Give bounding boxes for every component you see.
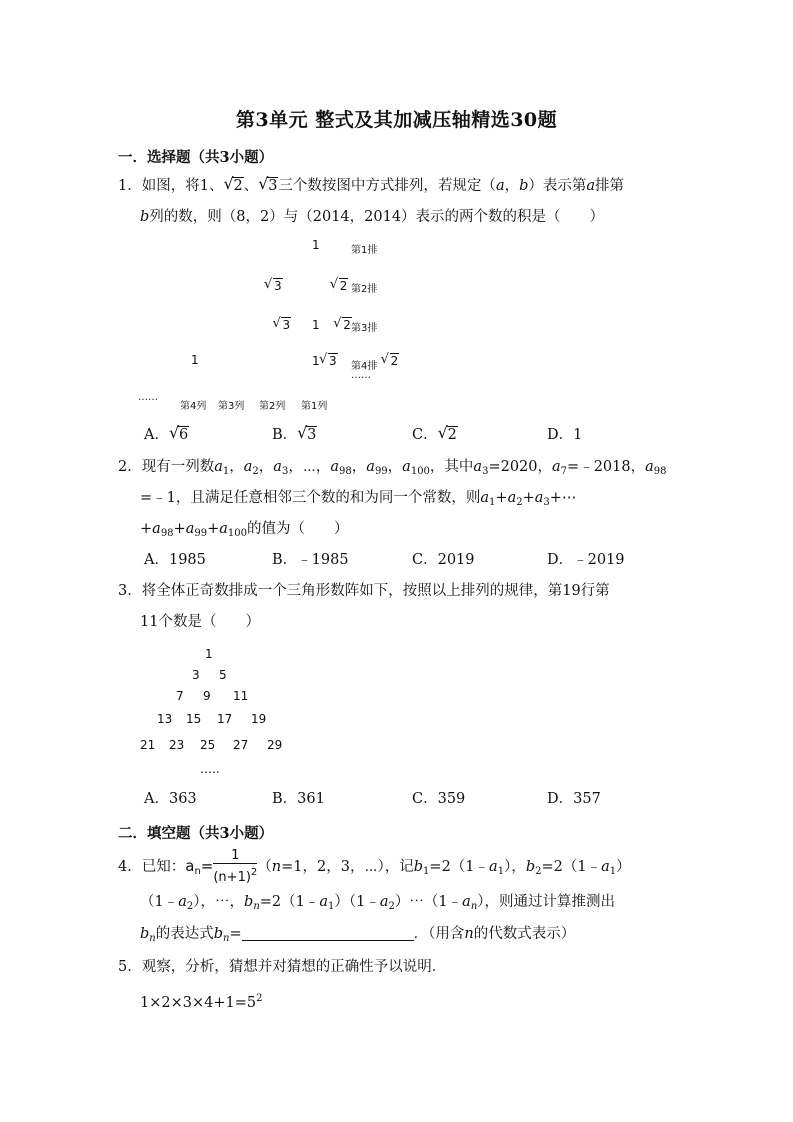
- fig-col-label: 第1列: [301, 401, 328, 412]
- fig-cell: √ 2: [329, 277, 348, 293]
- question-1-line-1: 1．如图，将1、 √ 2、 √ 3三个数按图中方式排列，若规定（a，b）表示第a排第: [118, 174, 625, 194]
- option-b[interactable]: B．﹣1985: [272, 552, 349, 568]
- question-5-equation: $1\times 2\times 3\times 4+1=5^2$: [140, 993, 263, 1011]
- section-heading-fill: 二．填空题（共3小题）: [118, 825, 274, 842]
- option-c[interactable]: C．2019: [412, 552, 475, 568]
- fig-col-label: 第4列: [180, 401, 207, 412]
- question-2-line-2: =﹣1，且满足任意相邻三个数的和为同一个常数，则$a_1+a_2+a_3+\cdots$: [140, 490, 577, 508]
- page-title: 第3单元 整式及其加减压轴精选30题: [235, 109, 558, 131]
- fig-cell: 1: [312, 318, 320, 332]
- question-4-line-2: $(1﹣a_2)$，⋯，$b_n=2(1﹣a_1)(1﹣a_2)\cdots(1﹣a_n)$，则通过计算推测出: [140, 894, 616, 912]
- question-3-line-2: 11个数是（ ）: [140, 614, 260, 630]
- triangle-number: 9: [203, 689, 211, 703]
- fig-dots-horizontal: ……: [138, 392, 158, 403]
- triangle-number: 13: [157, 712, 173, 726]
- fig-row-label: 第2排: [351, 284, 378, 295]
- triangle-number: 19: [251, 712, 267, 726]
- question-2-line-1: 2．现有一列数$a_1$，$a_2$，$a_3$，⋯，$a_{98}$，$a_{99}$，$a_{100}$，其中$a_3=2020$，$a_7=﹣2018$，$a_{98}$: [118, 459, 667, 477]
- fig-cell: 1: [191, 353, 199, 367]
- fig-row-label: 第4排: [351, 361, 378, 372]
- question-4-line-3: $b_n$的表达式$b_n=$ ．（用含n的代数式表示）: [140, 926, 576, 944]
- fig-cell: √ 2: [380, 352, 399, 368]
- sqrt-3: √ 3: [258, 174, 278, 194]
- option-d[interactable]: D．1: [547, 427, 583, 443]
- answer-blank[interactable]: [242, 926, 414, 941]
- fig-col-label: 第3列: [218, 401, 245, 412]
- triangle-number: 15: [186, 712, 202, 726]
- triangle-number: 7: [176, 689, 184, 703]
- sqrt-2: √ 2: [223, 174, 243, 194]
- fraction: $\frac{1}{(n+1)^2}$: [213, 848, 258, 885]
- fig-row-label: 第3排: [351, 323, 378, 334]
- triangle-number: 5: [219, 668, 227, 682]
- fig-cell: √ 2: [333, 316, 351, 332]
- question-5-line-1: 5．观察，分析，猜想并对猜想的正确性予以说明．: [118, 959, 447, 975]
- fig-cell: 1: [312, 238, 320, 252]
- triangle-number: 27: [233, 738, 249, 752]
- option-d[interactable]: D．357: [547, 791, 601, 807]
- triangle-number: 17: [217, 712, 233, 726]
- option-a[interactable]: A．1985: [144, 552, 206, 568]
- option-a[interactable]: A．363: [144, 791, 197, 807]
- fig-cell: √ 3: [272, 316, 291, 332]
- fig-cell: √ 3: [318, 352, 337, 368]
- option-c[interactable]: C．359: [412, 791, 466, 807]
- fig-row-label: 第1排: [351, 245, 378, 256]
- triangle-dots: …..: [200, 762, 220, 776]
- triangle-number: 11: [233, 689, 249, 703]
- question-4-line-1: 4．已知：$a_n=$ $\frac{1}{(n+1)^2}$ （n=1，2，3，⋯），记$b_1=2(1﹣a_1)$，$b_2=2(1﹣a_1)$: [118, 848, 631, 885]
- option-d[interactable]: D．﹣2019: [547, 552, 625, 568]
- triangle-number: 23: [169, 738, 185, 752]
- option-b[interactable]: B． √ 3: [272, 423, 317, 443]
- question-2-line-3: $+a_{98}+a_{99}+a_{100}$的值为（ ）: [140, 521, 349, 539]
- triangle-number: 21: [140, 738, 156, 752]
- triangle-number: 3: [192, 668, 200, 682]
- fig-col-label: 第2列: [259, 401, 286, 412]
- triangle-number: 25: [200, 738, 216, 752]
- question-1-line-2: b列的数，则（8，2）与（2014，2014）表示的两个数的积是（ ）: [140, 209, 605, 225]
- triangle-number: 1: [205, 647, 213, 661]
- question-3-line-1: 3．将全体正奇数排成一个三角形数阵如下，按照以上排列的规律，第19行第: [118, 583, 610, 599]
- fig-dots-vertical: ……: [351, 370, 371, 381]
- option-b[interactable]: B．361: [272, 791, 325, 807]
- triangle-number: 29: [267, 738, 283, 752]
- section-heading-choice: 一．选择题（共3小题）: [118, 149, 274, 166]
- option-a[interactable]: A． √ 6: [144, 423, 189, 443]
- fig-cell: √ 3: [264, 277, 282, 293]
- fig-cell: 1: [312, 354, 320, 368]
- option-c[interactable]: C． √ 2: [412, 423, 457, 443]
